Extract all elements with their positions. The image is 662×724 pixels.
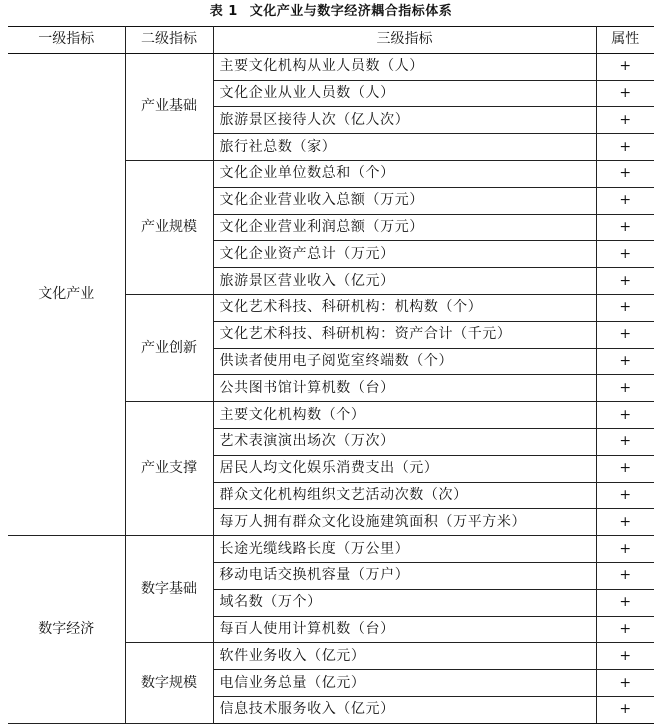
level3-cell: 文化艺术科技、科研机构：机构数（个） bbox=[213, 294, 596, 321]
level3-cell: 电信业务总量（亿元） bbox=[213, 670, 596, 697]
level3-cell: 艺术表演演出场次（万次） bbox=[213, 428, 596, 455]
level3-cell: 文化艺术科技、科研机构：资产合计（千元） bbox=[213, 321, 596, 348]
attribute-cell: + bbox=[596, 375, 654, 402]
level3-cell: 文化企业从业人员数（人） bbox=[213, 80, 596, 107]
level3-cell: 供读者使用电子阅览室终端数（个） bbox=[213, 348, 596, 375]
attribute-cell: + bbox=[596, 321, 654, 348]
level3-cell: 旅行社总数（家） bbox=[213, 134, 596, 161]
attribute-cell: + bbox=[596, 482, 654, 509]
level3-cell: 文化企业资产总计（万元） bbox=[213, 241, 596, 268]
attribute-cell: + bbox=[596, 428, 654, 455]
table-number: 表 1 bbox=[209, 4, 238, 19]
level3-cell: 文化企业单位数总和（个） bbox=[213, 160, 596, 187]
header-level1: 一级指标 bbox=[8, 27, 125, 54]
level3-cell: 居民人均文化娱乐消费支出（元） bbox=[213, 455, 596, 482]
level3-cell: 旅游景区营业收入（亿元） bbox=[213, 268, 596, 295]
header-level3: 三级指标 bbox=[213, 27, 596, 54]
attribute-cell: + bbox=[596, 670, 654, 697]
attribute-cell: + bbox=[596, 268, 654, 295]
level3-cell: 文化企业营业利润总额（万元） bbox=[213, 214, 596, 241]
attribute-cell: + bbox=[596, 455, 654, 482]
table-caption bbox=[0, 2, 662, 22]
level3-cell: 每万人拥有群众文化设施建筑面积（万平方米） bbox=[213, 509, 596, 536]
attribute-cell: + bbox=[596, 134, 654, 161]
level3-cell: 公共图书馆计算机数（台） bbox=[213, 375, 596, 402]
attribute-cell: + bbox=[596, 402, 654, 429]
indicator-table bbox=[8, 26, 654, 724]
level3-cell: 软件业务收入（亿元） bbox=[213, 643, 596, 670]
attribute-cell: + bbox=[596, 107, 654, 134]
attribute-cell: + bbox=[596, 53, 654, 80]
level3-cell: 信息技术服务收入（亿元） bbox=[213, 696, 596, 723]
attribute-cell: + bbox=[596, 562, 654, 589]
level3-cell: 文化企业营业收入总额（万元） bbox=[213, 187, 596, 214]
table-header-row bbox=[8, 27, 654, 54]
attribute-cell: + bbox=[596, 509, 654, 536]
attribute-cell: + bbox=[596, 348, 654, 375]
attribute-cell: + bbox=[596, 696, 654, 723]
level2-cell: 产业规模 bbox=[125, 160, 213, 294]
attribute-cell: + bbox=[596, 214, 654, 241]
attribute-cell: + bbox=[596, 616, 654, 643]
attribute-cell: + bbox=[596, 536, 654, 563]
table-row bbox=[8, 536, 654, 563]
attribute-cell: + bbox=[596, 643, 654, 670]
header-attribute: 属性 bbox=[596, 27, 654, 54]
level2-cell: 产业基础 bbox=[125, 53, 213, 160]
level2-cell: 产业创新 bbox=[125, 294, 213, 401]
attribute-cell: + bbox=[596, 589, 654, 616]
level3-cell: 旅游景区接待人次（亿人次） bbox=[213, 107, 596, 134]
level3-cell: 每百人使用计算机数（台） bbox=[213, 616, 596, 643]
attribute-cell: + bbox=[596, 160, 654, 187]
level3-cell: 主要文化机构数（个） bbox=[213, 402, 596, 429]
attribute-cell: + bbox=[596, 80, 654, 107]
level1-cell: 数字经济 bbox=[8, 536, 125, 724]
level2-cell: 数字基础 bbox=[125, 536, 213, 643]
attribute-cell: + bbox=[596, 294, 654, 321]
level1-cell: 文化产业 bbox=[8, 53, 125, 535]
level3-cell: 移动电话交换机容量（万户） bbox=[213, 562, 596, 589]
table-row bbox=[8, 53, 654, 80]
attribute-cell: + bbox=[596, 241, 654, 268]
header-level2: 二级指标 bbox=[125, 27, 213, 54]
table-title: 文化产业与数字经济耦合指标体系 bbox=[249, 4, 453, 19]
attribute-cell: + bbox=[596, 187, 654, 214]
level2-cell: 产业支撑 bbox=[125, 402, 213, 536]
table-body bbox=[8, 53, 654, 723]
level3-cell: 群众文化机构组织文艺活动次数（次） bbox=[213, 482, 596, 509]
level2-cell: 数字规模 bbox=[125, 643, 213, 723]
level3-cell: 长途光缆线路长度（万公里） bbox=[213, 536, 596, 563]
level3-cell: 域名数（万个） bbox=[213, 589, 596, 616]
level3-cell: 主要文化机构从业人员数（人） bbox=[213, 53, 596, 80]
